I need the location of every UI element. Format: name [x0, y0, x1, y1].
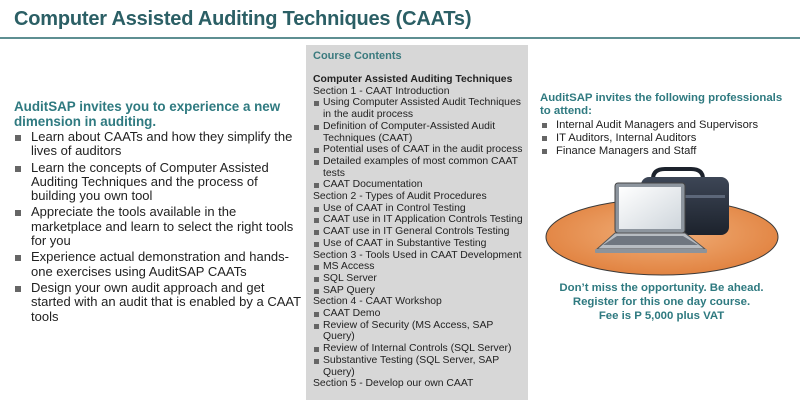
title-divider — [0, 37, 800, 39]
course-topic: CAAT Demo — [313, 308, 526, 320]
benefit-item: Learn about CAATs and how they simplify the lives of auditors — [14, 130, 304, 159]
audience-list — [540, 119, 795, 159]
course-section-list — [313, 97, 526, 191]
course-section-label: Section 4 - CAAT Workshop — [313, 296, 442, 308]
benefit-item: Appreciate the tools available in the marketplace and learn to select the right tools for you — [14, 205, 304, 248]
course-section-label: Section 2 - Types of Audit Procedures — [313, 191, 487, 203]
call-to-action — [530, 281, 793, 323]
benefit-list — [14, 130, 304, 324]
course-contents-box — [306, 45, 528, 400]
course-section-label: Section 5 - Develop our own CAAT — [313, 378, 474, 390]
course-topic: Review of Internal Controls (SQL Server) — [313, 343, 526, 355]
course-title: Computer Assisted Auditing Techniques — [313, 74, 513, 85]
course-section-list — [313, 203, 526, 250]
course-section-label: Section 1 - CAAT Introduction — [313, 85, 450, 97]
course-section-list — [313, 308, 526, 378]
course-topic: SQL Server — [313, 273, 526, 285]
course-topic: MS Access — [313, 261, 526, 273]
course-topic: Use of CAAT in Substantive Testing — [313, 238, 526, 250]
course-topic: CAAT use in IT General Controls Testing — [313, 226, 526, 238]
benefit-item: Design your own audit approach and get started with an audit that is enabled by a CAAT tools — [14, 281, 304, 324]
course-topic: Definition of Computer-Assisted Audit Techniques (CAAT) — [313, 121, 526, 144]
course-topic: Use of CAAT in Control Testing — [313, 203, 526, 215]
course-topic: Review of Security (MS Access, SAP Query) — [313, 320, 526, 343]
fee-line: Fee is P 5,000 plus VAT — [598, 310, 725, 322]
laptop-briefcase-illustration — [545, 165, 780, 277]
benefit-item: Learn the concepts of Computer Assisted Auditing Techniques and the process of building you own tool — [14, 161, 304, 204]
course-topic: Using Computer Assisted Audit Techniques in the audit process — [313, 97, 526, 120]
course-section-list — [313, 261, 526, 296]
left-column — [14, 99, 304, 326]
course-topic: CAAT Documentation — [313, 179, 526, 191]
course-contents-body — [313, 74, 526, 390]
invite-heading: AuditSAP invites you to experience a new dimension in auditing. — [14, 99, 281, 129]
audience-item: Finance Managers and Staff — [540, 145, 795, 158]
course-topic: SAP Query — [313, 285, 526, 297]
cta-line: Register for this one day course. — [572, 296, 751, 308]
audience-item: Internal Audit Managers and Supervisors — [540, 119, 795, 132]
cta-line: Don’t miss the opportunity. Be ahead. — [559, 282, 764, 294]
audience-heading: AuditSAP invites the following professionals to attend: — [540, 92, 783, 117]
course-topic: CAAT use in IT Application Controls Testing — [313, 214, 526, 226]
course-topic: Substantive Testing (SQL Server, SAP Query) — [313, 355, 526, 378]
audience-item: IT Auditors, Internal Auditors — [540, 132, 795, 145]
page-title: Computer Assisted Auditing Techniques (CAATs) — [14, 8, 472, 30]
course-contents-heading: Course Contents — [313, 50, 402, 62]
benefit-item: Experience actual demonstration and hands-one exercises using AuditSAP CAATs — [14, 250, 304, 279]
course-section-label: Section 3 - Tools Used in CAAT Development — [313, 249, 522, 261]
course-topic: Detailed examples of most common CAAT tests — [313, 156, 526, 179]
course-topic: Potential uses of CAAT in the audit process — [313, 144, 526, 156]
